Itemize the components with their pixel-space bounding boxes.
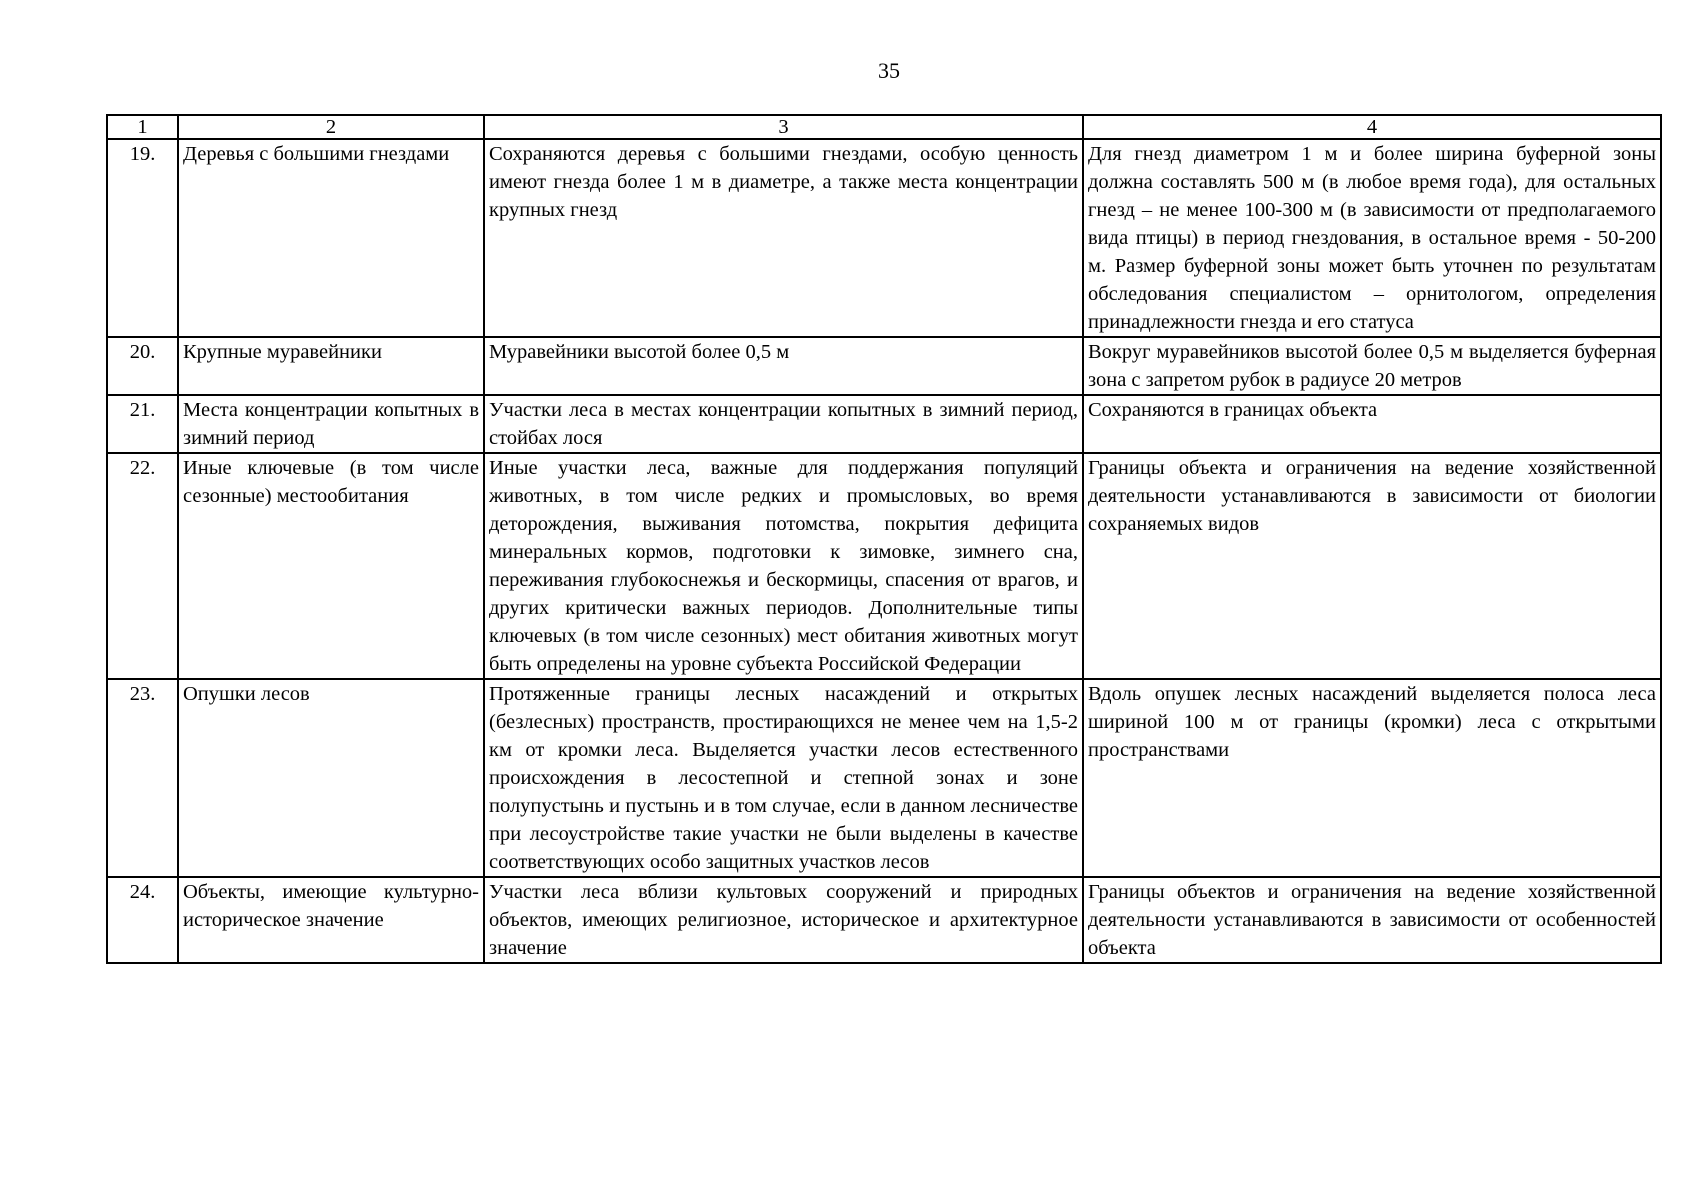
column-header: 4 xyxy=(1083,115,1661,139)
protection-measures-cell: Границы объектов и ограничения на ведение хозяйственной деятельности устанавливаются в зависимости от особенностей объекта xyxy=(1083,877,1661,963)
protection-measures-cell: Сохраняются в границах объекта xyxy=(1083,395,1661,453)
table-header-row xyxy=(107,115,1661,139)
object-name-cell: Объекты, имеющие культурно-историческое значение xyxy=(178,877,484,963)
object-name-cell: Деревья с большими гнездами xyxy=(178,139,484,337)
object-description-cell: Сохраняются деревья с большими гнездами, особую ценность имеют гнезда более 1 м в диаметре, а также места концентрации крупных гнезд xyxy=(484,139,1083,337)
object-name-cell: Опушки лесов xyxy=(178,679,484,877)
table-row xyxy=(107,453,1661,679)
protection-measures-cell: Вдоль опушек лесных насаждений выделяется полоса леса шириной 100 м от границы (кромки) леса с открытыми пространствами xyxy=(1083,679,1661,877)
row-number-cell: 22. xyxy=(107,453,178,679)
column-header: 3 xyxy=(484,115,1083,139)
row-number-cell: 20. xyxy=(107,337,178,395)
column-header: 1 xyxy=(107,115,178,139)
column-header: 2 xyxy=(178,115,484,139)
protection-measures-table xyxy=(106,114,1662,964)
table-row xyxy=(107,337,1661,395)
protection-measures-cell: Для гнезд диаметром 1 м и более ширина буферной зоны должна составлять 500 м (в любое время года), для остальных гнезд – не менее 100-300 м (в зависимости от предполагаемого вида птицы) в период гнездования, в остальное время - 50-200 м. Размер буферной зоны может быть уточнен по результатам обследования специалистом – орнитологом, определения принадлежности гнезда и его статуса xyxy=(1083,139,1661,337)
object-name-cell: Крупные муравейники xyxy=(178,337,484,395)
row-number-cell: 19. xyxy=(107,139,178,337)
row-number-cell: 23. xyxy=(107,679,178,877)
object-name-cell: Места концентрации копытных в зимний период xyxy=(178,395,484,453)
object-description-cell: Участки леса вблизи культовых сооружений и природных объектов, имеющих религиозное, историческое и архитектурное значение xyxy=(484,877,1083,963)
object-description-cell: Муравейники высотой более 0,5 м xyxy=(484,337,1083,395)
row-number-cell: 24. xyxy=(107,877,178,963)
object-description-cell: Протяженные границы лесных насаждений и открытых (безлесных) пространств, простирающихся не менее чем на 1,5-2 км от кромки леса. Выделяется участки лесов естественного происхождения в лесостепной и степной зонах и зоне полупустынь и пустынь и в том случае, если в данном лесничестве при лесоустройстве такие участки не были выделены в качестве соответствующих особо защитных участков лесов xyxy=(484,679,1083,877)
object-description-cell: Участки леса в местах концентрации копытных в зимний период, стойбах лося xyxy=(484,395,1083,453)
object-description-cell: Иные участки леса, важные для поддержания популяций животных, в том числе редких и промысловых, во время деторождения, выживания потомства, покрытия дефицита минеральных кормов, подготовки к зимовке, зимнего сна, переживания глубокоснежья и бескормицы, спасения от врагов, и других критически важных периодов. Дополнительные типы ключевых (в том числе сезонных) мест обитания животных могут быть определены на уровне субъекта Российской Федерации xyxy=(484,453,1083,679)
protection-measures-cell: Границы объекта и ограничения на ведение хозяйственной деятельности устанавливаются в зависимости от биологии сохраняемых видов xyxy=(1083,453,1661,679)
object-name-cell: Иные ключевые (в том числе сезонные) местообитания xyxy=(178,453,484,679)
table-row xyxy=(107,139,1661,337)
table-row xyxy=(107,679,1661,877)
table-row xyxy=(107,395,1661,453)
table-row xyxy=(107,877,1661,963)
row-number-cell: 21. xyxy=(107,395,178,453)
protection-measures-cell: Вокруг муравейников высотой более 0,5 м выделяется буферная зона с запретом рубок в радиусе 20 метров xyxy=(1083,337,1661,395)
page-number: 35 xyxy=(878,58,900,83)
